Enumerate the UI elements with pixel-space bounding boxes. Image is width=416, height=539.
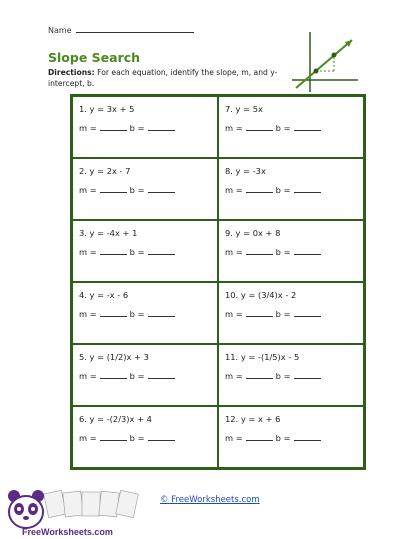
problem-cell — [218, 158, 364, 220]
name-line[interactable] — [76, 24, 194, 33]
problem-cell — [72, 220, 218, 282]
page-title: Slope Search — [48, 50, 141, 65]
m-label: m = — [79, 247, 97, 257]
m-blank[interactable] — [246, 370, 273, 379]
directions-text: For each equation, identify the slope, m, and y-intercept, b. — [48, 68, 278, 88]
b-blank[interactable] — [294, 432, 321, 441]
b-label: b = — [129, 185, 145, 195]
problem-cell — [218, 220, 364, 282]
b-blank[interactable] — [294, 308, 321, 317]
m-blank[interactable] — [100, 246, 127, 255]
equation: 1. y = 3x + 5 — [79, 104, 135, 114]
problem-grid — [70, 94, 366, 470]
problem-cell — [72, 158, 218, 220]
b-blank[interactable] — [148, 370, 175, 379]
problem-cell — [72, 344, 218, 406]
b-label: b = — [275, 433, 291, 443]
m-blank[interactable] — [100, 308, 127, 317]
m-label: m = — [225, 185, 243, 195]
b-label: b = — [129, 309, 145, 319]
equation: 6. y = -(2/3)x + 4 — [79, 414, 152, 424]
m-blank[interactable] — [246, 246, 273, 255]
m-label: m = — [79, 371, 97, 381]
b-blank[interactable] — [148, 432, 175, 441]
b-label: b = — [129, 247, 145, 257]
equation: 5. y = (1/2)x + 3 — [79, 352, 149, 362]
m-label: m = — [79, 433, 97, 443]
problem-cell — [218, 96, 364, 158]
equation: 4. y = -x - 6 — [79, 290, 129, 300]
problem-cell — [72, 282, 218, 344]
b-blank[interactable] — [148, 122, 175, 131]
b-blank[interactable] — [148, 184, 175, 193]
b-label: b = — [275, 123, 291, 133]
m-label: m = — [225, 371, 243, 381]
b-label: b = — [275, 371, 291, 381]
equation: 11. y = -(1/5)x - 5 — [225, 352, 300, 362]
m-label: m = — [225, 123, 243, 133]
b-blank[interactable] — [148, 246, 175, 255]
m-blank[interactable] — [246, 308, 273, 317]
equation: 12. y = x + 6 — [225, 414, 281, 424]
directions-label: Directions: — [48, 68, 95, 77]
m-label: m = — [225, 309, 243, 319]
m-blank[interactable] — [246, 184, 273, 193]
m-blank[interactable] — [100, 370, 127, 379]
problem-cell — [218, 406, 364, 468]
problem-cell — [72, 96, 218, 158]
b-blank[interactable] — [148, 308, 175, 317]
panda-logo-icon — [2, 488, 152, 538]
logo-text: FreeWorksheets.com — [22, 527, 113, 537]
m-label: m = — [225, 247, 243, 257]
b-label: b = — [275, 247, 291, 257]
m-label: m = — [79, 309, 97, 319]
name-field — [48, 24, 194, 35]
problem-cell — [218, 344, 364, 406]
b-label: b = — [275, 309, 291, 319]
m-label: m = — [79, 185, 97, 195]
b-blank[interactable] — [294, 246, 321, 255]
b-blank[interactable] — [294, 370, 321, 379]
equation: 8. y = -3x — [225, 166, 266, 176]
m-label: m = — [79, 123, 97, 133]
b-blank[interactable] — [294, 184, 321, 193]
b-label: b = — [129, 433, 145, 443]
m-blank[interactable] — [100, 184, 127, 193]
equation: 2. y = 2x - 7 — [79, 166, 131, 176]
m-blank[interactable] — [100, 432, 127, 441]
equation: 3. y = -4x + 1 — [79, 228, 138, 238]
b-label: b = — [275, 185, 291, 195]
m-blank[interactable] — [246, 432, 273, 441]
m-label: m = — [225, 433, 243, 443]
b-label: b = — [129, 371, 145, 381]
equation: 9. y = 0x + 8 — [225, 228, 281, 238]
equation: 7. y = 5x — [225, 104, 263, 114]
slope-graph-icon — [290, 28, 360, 98]
directions — [48, 67, 288, 89]
m-blank[interactable] — [246, 122, 273, 131]
m-blank[interactable] — [100, 122, 127, 131]
problem-cell — [218, 282, 364, 344]
b-blank[interactable] — [294, 122, 321, 131]
equation: 10. y = (3/4)x - 2 — [225, 290, 297, 300]
problem-cell — [72, 406, 218, 468]
copyright-link[interactable]: © FreeWorksheets.com — [160, 495, 260, 505]
b-label: b = — [129, 123, 145, 133]
name-label: Name — [48, 26, 72, 35]
